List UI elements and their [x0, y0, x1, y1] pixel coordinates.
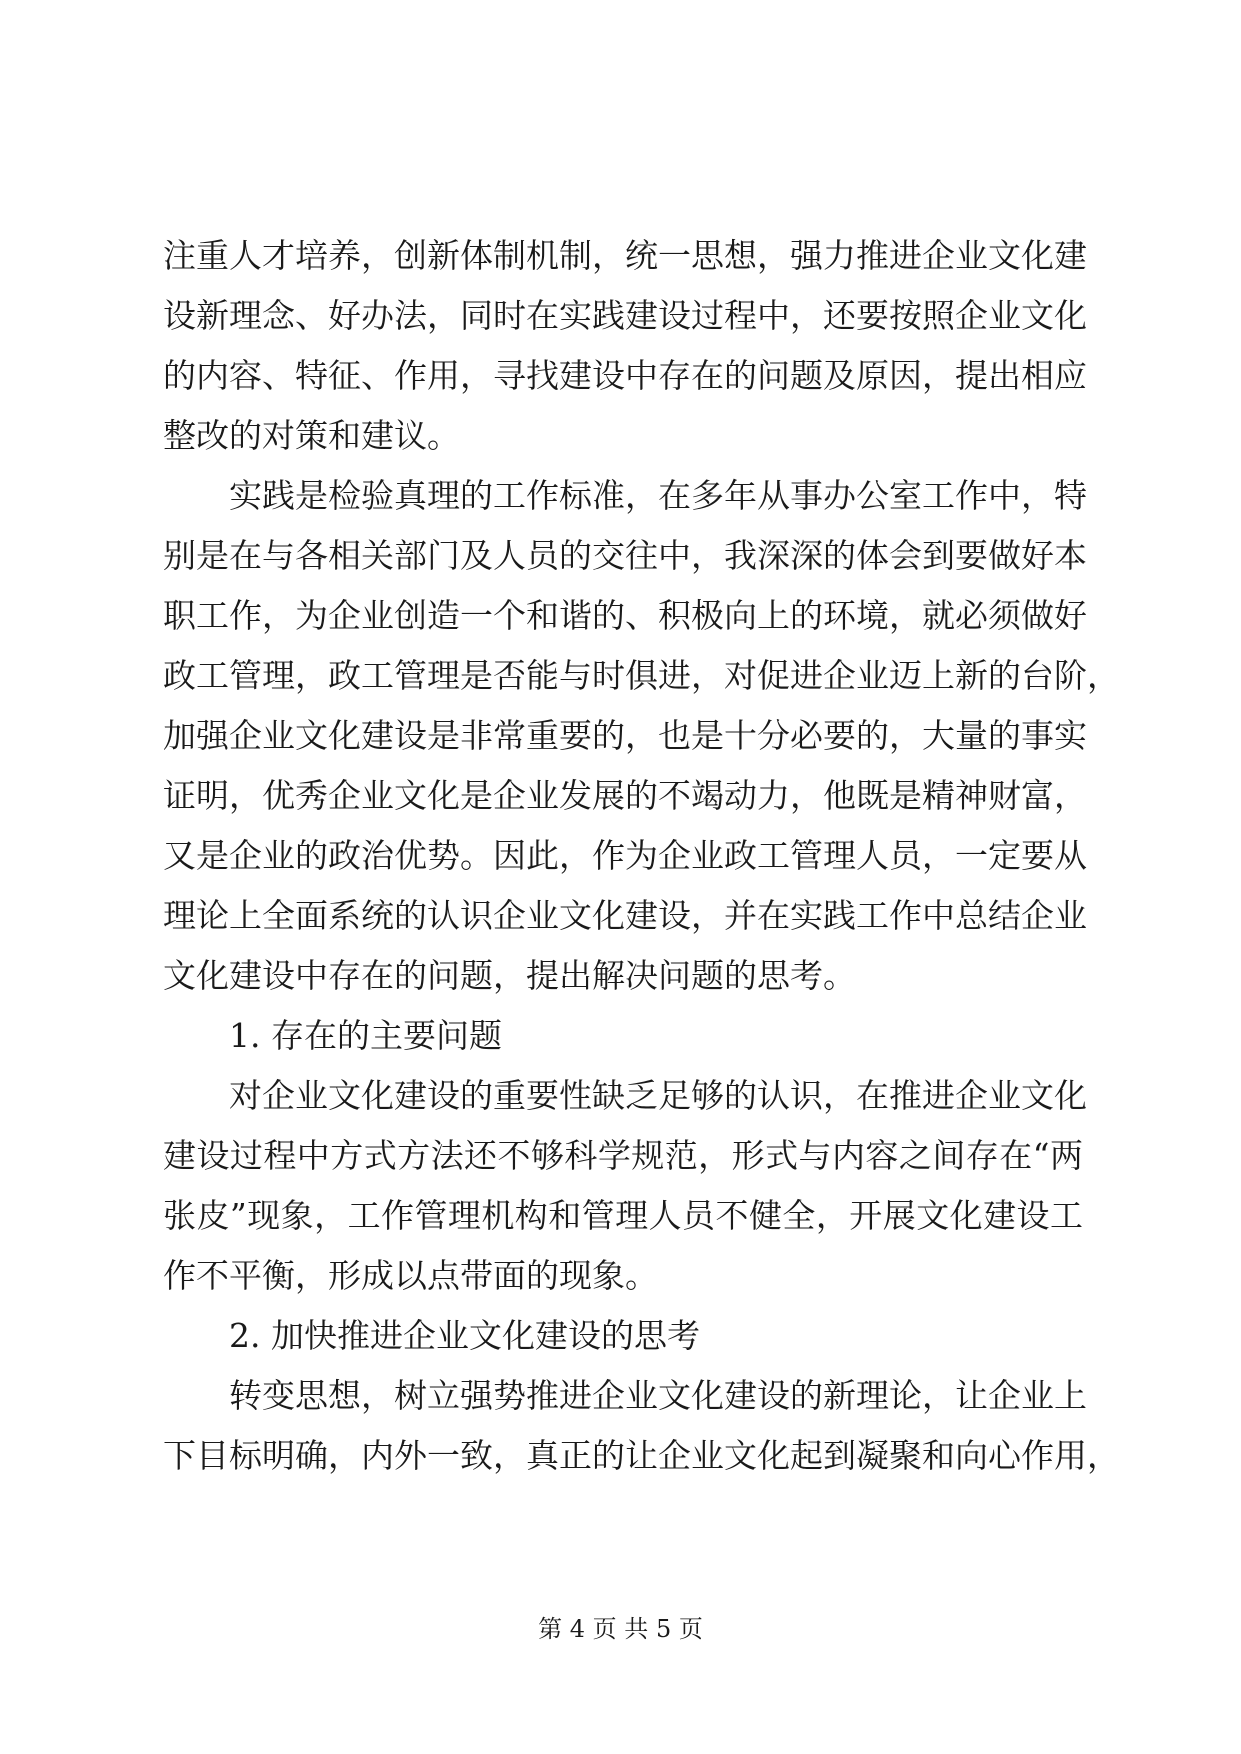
text-line: 实践是检验真理的工作标准，在多年从事办公室工作中，特 [229, 476, 1087, 515]
page-number-footer: 第 4 页 共 5 页 [538, 1615, 703, 1643]
text-line: 作不平衡，形成以点带面的现象。 [163, 1256, 658, 1295]
text-line: 别是在与各相关部门及人员的交往中，我深深的体会到要做好本 [163, 536, 1087, 575]
text-line: 职工作，为企业创造一个和谐的、积极向上的环境，就必须做好 [163, 596, 1087, 635]
text-line: 又是企业的政治优势。因此，作为企业政工管理人员，一定要从 [163, 836, 1087, 875]
text-line: 文化建设中存在的问题，提出解决问题的思考。 [163, 956, 856, 995]
text-line: 政工管理，政工管理是否能与时俱进，对促进企业迈上新的台阶， [163, 656, 1120, 695]
text-line: 加强企业文化建设是非常重要的，也是十分必要的，大量的事实 [163, 716, 1087, 755]
text-line: 转变思想，树立强势推进企业文化建设的新理论，让企业上 [229, 1376, 1087, 1415]
text-line: 建设过程中方式方法还不够科学规范，形式与内容之间存在“两 [163, 1136, 1083, 1175]
text-line: 下目标明确，内外一致，真正的让企业文化起到凝聚和向心作用， [163, 1436, 1120, 1475]
section-heading: 1. 存在的主要问题 [229, 1016, 502, 1055]
text-line: 张皮”现象，工作管理机构和管理人员不健全，开展文化建设工 [163, 1196, 1083, 1235]
text-line: 注重人才培养，创新体制机制，统一思想，强力推进企业文化建 [163, 236, 1087, 275]
text-line: 理论上全面系统的认识企业文化建设，并在实践工作中总结企业 [163, 896, 1087, 935]
text-line: 设新理念、好办法，同时在实践建设过程中，还要按照企业文化 [163, 296, 1087, 335]
section-heading: 2. 加快推进企业文化建设的思考 [229, 1316, 700, 1355]
text-line: 整改的对策和建议。 [163, 416, 460, 455]
text-line: 对企业文化建设的重要性缺乏足够的认识，在推进企业文化 [229, 1076, 1087, 1115]
text-line: 证明，优秀企业文化是企业发展的不竭动力，他既是精神财富， [163, 776, 1087, 815]
text-line: 的内容、特征、作用，寻找建设中存在的问题及原因，提出相应 [163, 356, 1087, 395]
